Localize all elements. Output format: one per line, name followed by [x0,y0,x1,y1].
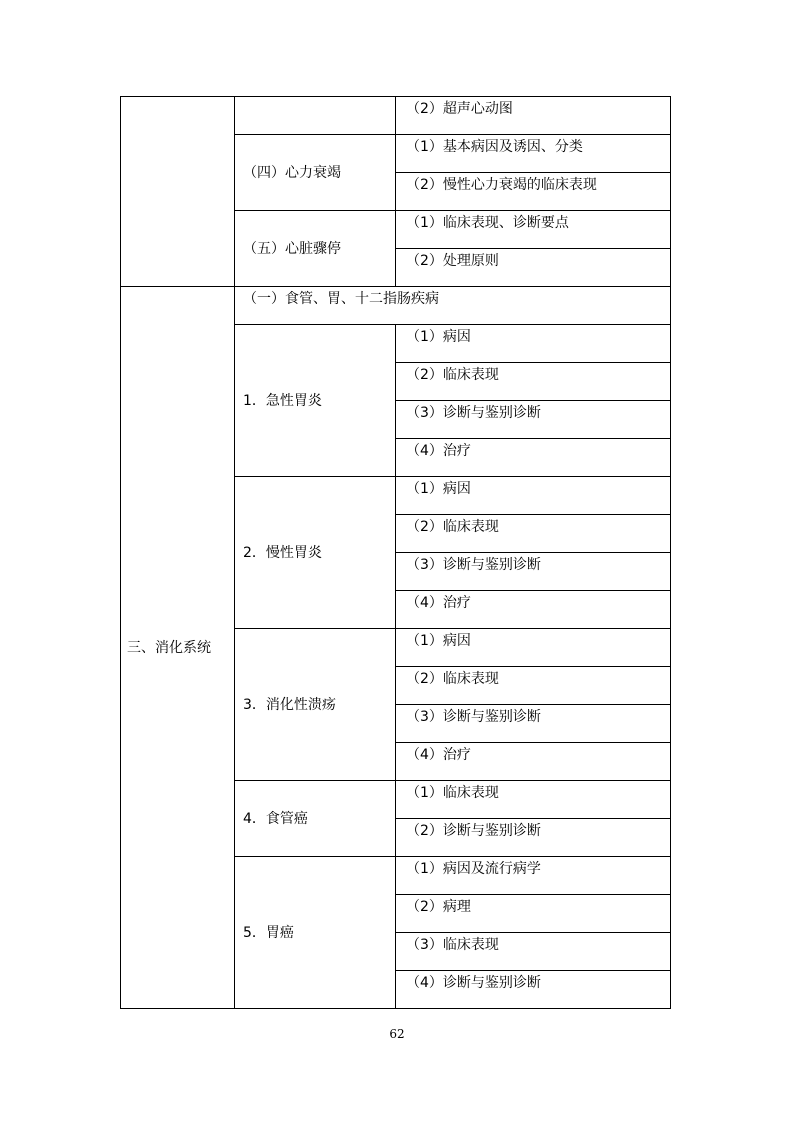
point-cell: （1）病因 [396,325,671,363]
point-cell: （2）慢性心力衰竭的临床表现 [396,173,671,211]
point-cell: （1）临床表现 [396,781,671,819]
point-cell: （2）临床表现 [396,667,671,705]
point-cell: （1）病因 [396,477,671,515]
topic-cell: 5．胃癌 [235,857,396,1009]
point-cell: （2）病理 [396,895,671,933]
unit-cell: 三、消化系统 [121,287,235,1009]
point-cell: （4）诊断与鉴别诊断 [396,971,671,1009]
point-cell: （2）诊断与鉴别诊断 [396,819,671,857]
topic-cell: 4．食管癌 [235,781,396,857]
table-row [121,97,671,135]
topic-cell: 3．消化性溃疡 [235,629,396,781]
point-cell: （2）处理原则 [396,249,671,287]
table-row [121,287,671,325]
point-cell: （4）治疗 [396,743,671,781]
point-cell: （3）诊断与鉴别诊断 [396,401,671,439]
topic-cell: （四）心力衰竭 [235,135,396,211]
point-cell: （1）病因 [396,629,671,667]
point-cell: （4）治疗 [396,439,671,477]
point-cell: （2）临床表现 [396,515,671,553]
point-cell: （3）临床表现 [396,933,671,971]
point-cell: （2）临床表现 [396,363,671,401]
topic-cell [235,97,396,135]
point-cell: （1）基本病因及诱因、分类 [396,135,671,173]
topic-cell: （五）心脏骤停 [235,211,396,287]
point-cell: （1）病因及流行病学 [396,857,671,895]
topic-cell: 2．慢性胃炎 [235,477,396,629]
section-heading-cell: （一）食管、胃、十二指肠疾病 [235,287,671,325]
page-number: 62 [389,1027,405,1041]
point-cell: （3）诊断与鉴别诊断 [396,705,671,743]
unit-cell [121,97,235,287]
topic-cell: 1．急性胃炎 [235,325,396,477]
point-cell: （1）临床表现、诊断要点 [396,211,671,249]
point-cell: （4）治疗 [396,591,671,629]
point-cell: （3）诊断与鉴别诊断 [396,553,671,591]
point-cell: （2）超声心动图 [396,97,671,135]
syllabus-table [120,96,671,1009]
